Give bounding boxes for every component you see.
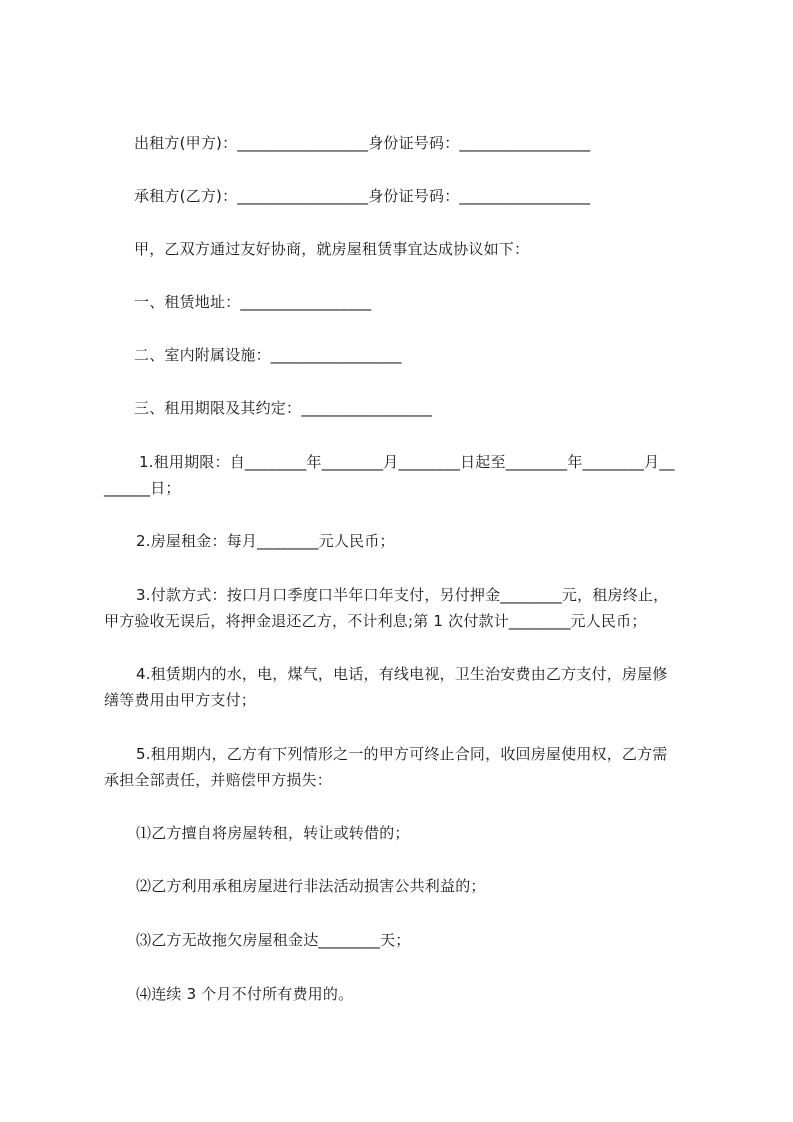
clause-2-facilities: 二、室内附属设施：_________________: [134, 346, 402, 364]
item-2-rent: 2.房屋租金：每月________元人民币；: [136, 532, 395, 550]
clause-3-term: 三、租用期限及其约定：_________________: [134, 399, 433, 417]
lessor-line: 出租方(甲方)：_________________身份证号码：_________________: [134, 134, 591, 152]
clause-1-address: 一、租赁地址：_________________: [134, 293, 372, 311]
item-4-utilities-cont: 缮等费用由甲方支付；: [104, 691, 257, 709]
agreement-intro: 甲，乙双方通过友好协商，就房屋租赁事宜达成协议如下：: [134, 240, 530, 258]
lessee-line: 承租方(乙方)：_________________身份证号码：_________________: [134, 187, 591, 205]
item-1-period-cont: ______日；: [104, 479, 181, 497]
sub-item-4: ⑷连续 3 个月不付所有费用的。: [136, 985, 354, 1003]
sub-item-3: ⑶乙方无故拖欠房屋租金达________天；: [136, 931, 411, 949]
item-3-payment: 3.付款方式：按口月口季度口半年口年支付，另付押金________元，租房终止，: [136, 586, 669, 604]
item-5-termination-cont: 承担全部责任，并赔偿甲方损失：: [104, 771, 333, 789]
sub-item-2: ⑵乙方利用承租房屋进行非法活动损害公共利益的；: [136, 877, 486, 895]
item-4-utilities: 4.租赁期内的水，电，煤气，电话，有线电视，卫生治安费由乙方支付，房屋修: [136, 665, 668, 683]
sub-item-1: ⑴乙方擅自将房屋转租，转让或转借的；: [136, 824, 410, 842]
item-3-payment-cont: 甲方验收无误后，将押金退还乙方，不计利息;第 1 次付款计________元人民币；: [104, 612, 647, 630]
item-5-termination: 5.租用期内，乙方有下列情形之一的甲方可终止合同，收回房屋使用权，乙方需: [136, 745, 668, 763]
item-1-period: 1.租用期限：自________年________月________日起至________年________月__: [139, 453, 675, 471]
